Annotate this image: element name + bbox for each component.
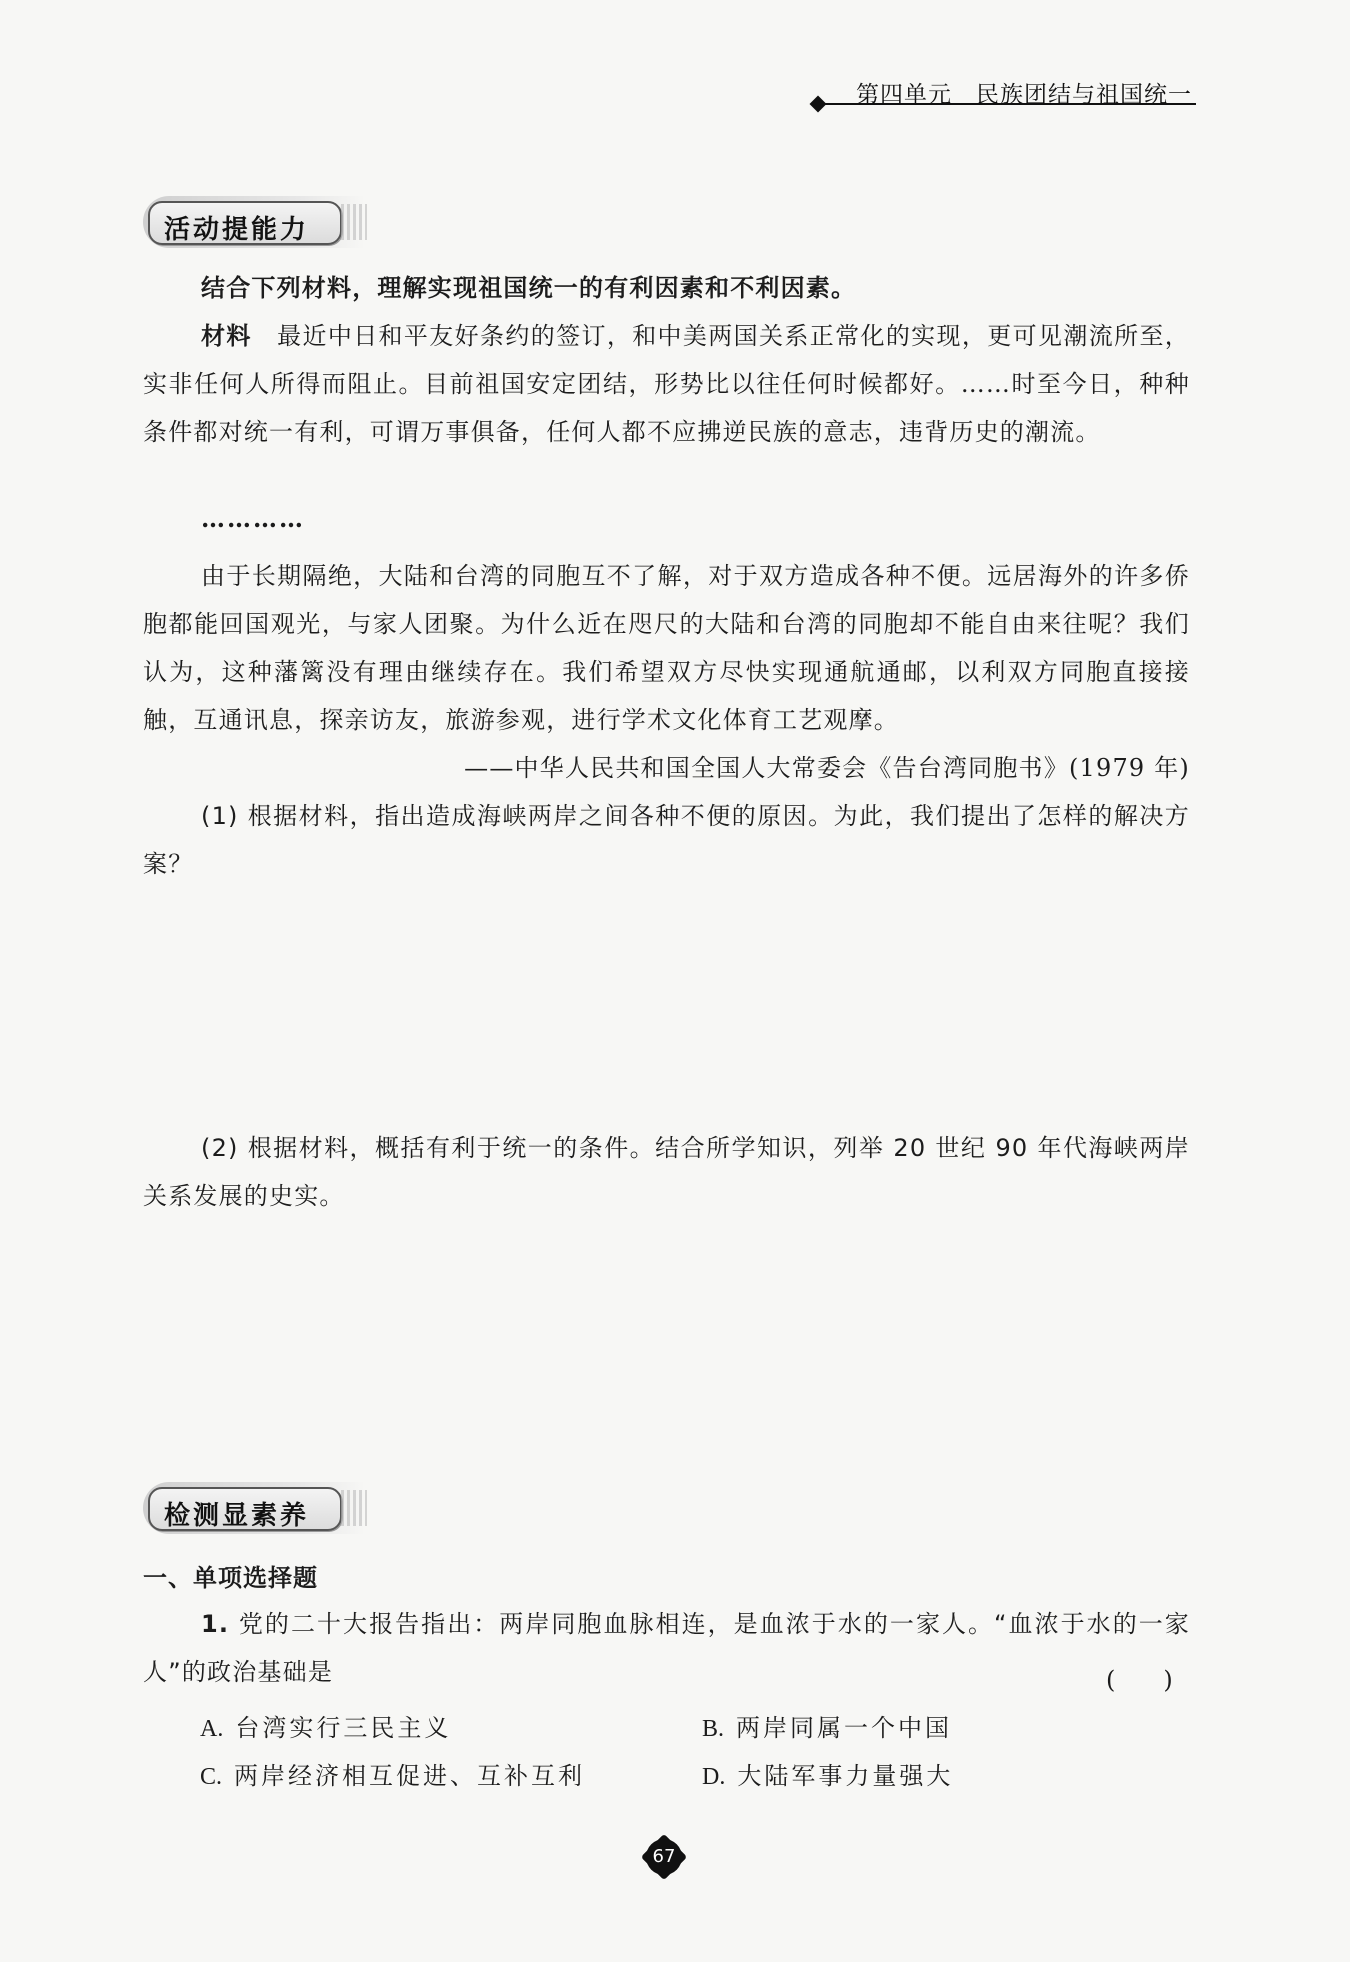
badge-label: 检测显素养 [164,1501,310,1531]
ellipsis: ………… [201,504,305,533]
option-text: 两岸同属一个中国 [736,1714,953,1742]
option-text: 台湾实行三民主义 [235,1714,452,1742]
question-2: (2) 根据材料，概括有利于统一的条件。结合所学知识，列举 20 世纪 90 年代海峡两岸关系发展的史实。 [143,1134,1190,1210]
material-source: ——中华人民共和国全国人大常委会《告台湾同胞书》(1979 年) [464,754,1190,782]
material-label: 材料 [201,322,252,350]
option-a [200,1708,451,1743]
question-number: 1. [201,1610,230,1638]
option-b [702,1708,952,1743]
badge-label: 活动提能力 [164,215,310,245]
section-badge-test [143,1482,365,1534]
section-badge-activity [143,196,365,248]
badge-frame [148,1487,342,1531]
badge-stripes [341,204,367,240]
option-letter: C. [200,1764,223,1790]
page-number: 67 [646,1839,682,1875]
activity-instruction: 结合下列材料，理解实现祖国统一的有利因素和不利因素。 [201,274,857,302]
option-letter: A. [200,1716,224,1742]
page-header [812,76,1192,116]
option-text: 大陆军事力量强大 [737,1762,954,1790]
mc-question-1 [143,1600,1190,1696]
badge-frame [148,201,342,245]
option-d [702,1756,953,1791]
option-letter: B. [702,1716,725,1742]
material-paragraph-1 [143,312,1190,456]
badge-stripes [341,1490,367,1526]
section-heading-single-choice: 一、单项选择题 [143,1564,318,1592]
page-number-badge [642,1835,686,1879]
question-1: (1) 根据材料，指出造成海峡两岸之间各种不便的原因。为此，我们提出了怎样的解决方案？ [143,802,1190,878]
answer-blank: ( ) [1106,1666,1173,1694]
option-text: 两岸经济相互促进、互补互利 [234,1762,586,1790]
material-paragraph-2: 由于长期隔绝，大陆和台湾的同胞互不了解，对于双方造成各种不便。远居海外的许多侨胞都能回国观光，与家人团聚。为什么近在咫尺的大陆和台湾的同胞却不能自由来往呢？我们认为，这种藩篱没有理由继续存在。我们希望双方尽快实现通航通邮，以利双方同胞直接接触，互通讯息，探亲访友，旅游参观，进行学术文化体育工艺观摩。 [143,562,1190,734]
question-text: 党的二十大报告指出：两岸同胞血脉相连，是血浓于水的一家人。“血浓于水的一家人”的政治基础是 [143,1610,1190,1686]
unit-title: 第四单元 民族团结与祖国统一 [856,82,1192,108]
option-c [200,1756,585,1791]
option-letter: D. [702,1764,726,1790]
material-text-1: 最近中日和平友好条约的签订，和中美两国关系正常化的实现，更可见潮流所至，实非任何人所得而阻止。目前祖国安定团结，形势比以往任何时候都好。……时至今日，种种条件都对统一有利，可谓万事俱备，任何人都不应拂逆民族的意志，违背历史的潮流。 [143,322,1191,446]
